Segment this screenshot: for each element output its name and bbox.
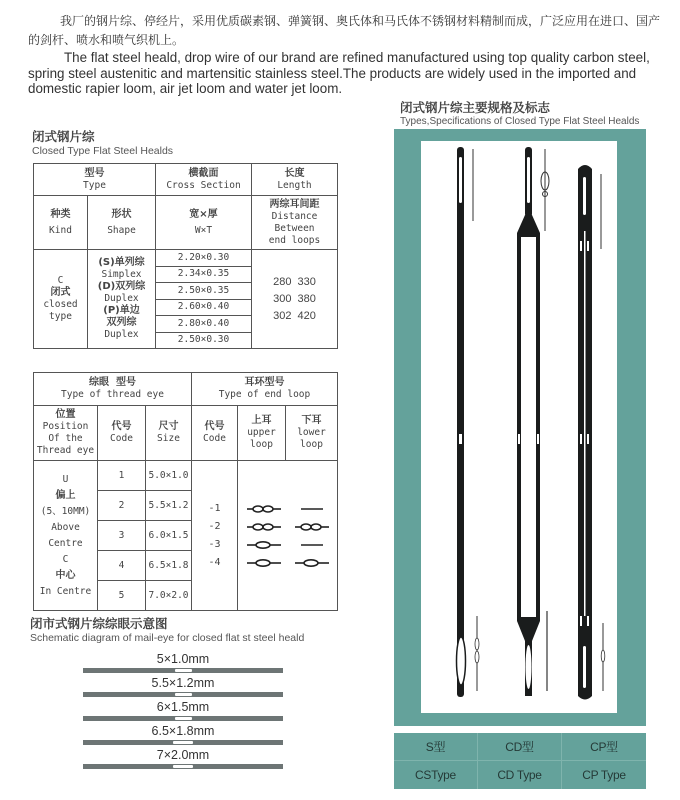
- mail-eye-slot: [175, 693, 192, 696]
- mail-eye-bar: [83, 692, 283, 697]
- mail-eye-label: 6×1.5mm: [156, 700, 210, 714]
- header-thread-eye: [34, 373, 192, 406]
- mail-eye-label: 6.5×1.8mm: [151, 724, 215, 738]
- section-cell: 2.34×0.35: [156, 266, 252, 283]
- specs-title-cn: 闭式钢片综主要规格及标志: [400, 100, 551, 115]
- code-cell: 3: [98, 521, 146, 551]
- mail-eye-diagram: [83, 652, 283, 772]
- position-line: 中心: [55, 569, 76, 581]
- header-position: [34, 406, 98, 461]
- loop-code: -3: [208, 538, 221, 550]
- upper-loop-icon: [247, 522, 281, 532]
- shape-cell: [88, 250, 156, 349]
- header-position-en: Thread eye: [36, 445, 95, 456]
- upper-loop-icon: [247, 558, 281, 568]
- lower-loop-icon: [295, 522, 329, 532]
- loop-row: [247, 539, 329, 551]
- cd-type-heald-icon: [517, 147, 549, 696]
- mail-eye-bar: [83, 740, 283, 745]
- mail-eye-slot: [175, 669, 192, 672]
- size-cell: 6.5×1.8: [146, 551, 192, 581]
- size-cell: 5.5×1.2: [146, 491, 192, 521]
- header-length-cn: 长度: [284, 167, 305, 179]
- section-cell: 2.50×0.30: [156, 332, 252, 349]
- header-distance: [252, 196, 338, 250]
- legend-cd-type-cn: CD型: [478, 733, 562, 761]
- header-distance-en2: Between: [274, 222, 315, 234]
- header-type: [34, 164, 156, 196]
- header-position-en: Position: [42, 421, 89, 432]
- header-thread-eye-en: Type of thread eye: [61, 389, 164, 400]
- heald-drawings: [421, 141, 617, 713]
- header-code: [98, 406, 146, 461]
- header-end-loop: [192, 373, 338, 406]
- loop-code: -1: [208, 502, 221, 514]
- specs-heading: [400, 98, 639, 127]
- mail-eye-slot: [173, 765, 193, 768]
- shape-line: (P)单边: [103, 305, 140, 316]
- size-cell: 5.0×1.0: [146, 461, 192, 491]
- header-shape-cn: 形状: [111, 208, 132, 220]
- header-code-en: Code: [110, 433, 133, 444]
- table-row: [34, 250, 338, 267]
- header-shape-en: Shape: [107, 224, 136, 236]
- legend-s-type-en: CSType: [394, 761, 478, 789]
- table-header-row: [34, 373, 338, 406]
- loop-code: -4: [208, 556, 221, 568]
- upper-loop-icon: [247, 540, 281, 550]
- code-cell: 2: [98, 491, 146, 521]
- header-length: [252, 164, 338, 196]
- header-lower-cn: 下耳: [301, 415, 322, 426]
- schematic-heading: [30, 614, 304, 644]
- header-upper-en: upper: [247, 427, 276, 438]
- header-lower-loop: [286, 406, 338, 461]
- kind-line: type: [49, 311, 72, 322]
- header-position-en: Of the: [48, 433, 83, 444]
- length-cell: [252, 250, 338, 349]
- loop-row: [247, 503, 329, 515]
- position-cell: [34, 461, 98, 611]
- intro-chinese: 我厂的钢片综、停经片，采用优质碳素钢、弹簧钢、奥氏体和马氏体不锈钢材料精制而成，广泛应用在进口、国产的剑杆、喷水和喷气织机上。: [28, 14, 661, 47]
- loop-row: [247, 521, 329, 533]
- intro-english: The flat steel heald, drop wire of our brand are refined manufactured using top quality carbon steel, spring steel austenitic and martensitic stainless steel.The products are widely used in the imported and domestic rapier loom, air jet loom and water jet loom.: [28, 50, 650, 96]
- schematic-title-en: Schematic diagram of mail-eye for closed flat st steel heald: [30, 632, 305, 644]
- closed-type-title-cn: 闭式钢片综: [32, 129, 95, 144]
- legend-cp-type-en: CP Type: [582, 768, 626, 782]
- specs-title-en: Types,Specifications of Closed Type Flat Steel Healds: [400, 116, 640, 127]
- length-line: 280 330: [273, 275, 316, 288]
- kind-line: C: [57, 275, 64, 286]
- s-type-heald-icon: [457, 147, 480, 697]
- header-length-en: Length: [277, 179, 312, 191]
- header-type-en: Type: [83, 179, 106, 191]
- header-code-cn: 代号: [111, 421, 132, 432]
- eye-loop-table: [33, 372, 338, 611]
- loop-code-cell: [192, 461, 238, 611]
- closed-type-title-en: Closed Type Flat Steel Healds: [32, 145, 174, 157]
- header-upper-cn: 上耳: [251, 415, 272, 426]
- mail-eye-bar: [83, 668, 283, 673]
- mail-eye-slot: [175, 717, 192, 720]
- mail-eye-label: 7×2.0mm: [156, 748, 210, 762]
- lower-loop-icon: [295, 504, 329, 514]
- table-subheader-row: [34, 196, 338, 250]
- header-wt-en: W×T: [194, 224, 213, 236]
- header-end-loop-en: Type of end loop: [218, 389, 311, 400]
- upper-loop-icon: [247, 504, 281, 514]
- mail-eye-slot: [173, 741, 193, 744]
- mail-eye-bar: [83, 716, 283, 721]
- header-lower-en: loop: [300, 439, 323, 450]
- table-subheader-row: [34, 406, 338, 461]
- shape-line: Duplex: [104, 293, 139, 304]
- size-cell: 6.0×1.5: [146, 521, 192, 551]
- header-size-en: Size: [157, 433, 180, 444]
- header-distance-cn: 两综耳间距: [269, 198, 320, 210]
- lower-loop-icon: [295, 540, 329, 550]
- closed-type-heading: [32, 127, 173, 157]
- position-line: Above: [51, 521, 80, 533]
- legend-cp-type-cn: CP型: [562, 733, 646, 761]
- table-header-row: [34, 164, 338, 196]
- header-code2: [192, 406, 238, 461]
- header-size: [146, 406, 192, 461]
- header-kind: [34, 196, 88, 250]
- header-thread-eye-cn: 综眼 型号: [89, 377, 136, 388]
- mail-eye-label: 5×1.0mm: [156, 652, 210, 666]
- closed-type-table: [33, 163, 338, 349]
- code-cell: 4: [98, 551, 146, 581]
- code-cell: 1: [98, 461, 146, 491]
- section-cell: 2.80×0.40: [156, 316, 252, 333]
- legend-cd-type-en: CD Type: [478, 761, 562, 789]
- position-line: (5、10MM): [40, 505, 91, 517]
- position-line: Centre: [48, 537, 83, 549]
- header-distance-en1: Distance: [271, 210, 318, 222]
- header-upper-loop: [238, 406, 286, 461]
- header-upper-en: loop: [250, 439, 273, 450]
- mail-eye-label: 5.5×1.2mm: [151, 676, 215, 690]
- header-distance-en3: end loops: [268, 234, 321, 246]
- size-cell: 7.0×2.0: [146, 581, 192, 611]
- header-cross-section: [156, 164, 252, 196]
- header-code2-cn: 代号: [204, 421, 225, 432]
- header-code2-en: Code: [203, 433, 226, 444]
- position-line: U: [62, 473, 69, 485]
- section-cell: 2.60×0.40: [156, 299, 252, 316]
- loop-row: [247, 557, 329, 569]
- kind-cell: [34, 250, 88, 349]
- header-wt: [156, 196, 252, 250]
- header-cross-en: Cross Section: [166, 179, 241, 191]
- loop-code: -2: [208, 520, 221, 532]
- length-line: 300 380: [273, 292, 316, 305]
- position-line: In Centre: [39, 585, 92, 597]
- table-row: [34, 461, 338, 491]
- legend-s-type-cn: S型: [394, 733, 478, 761]
- schematic-title-cn: 闭市式钢片综综眼示意图: [30, 616, 168, 631]
- type-legend: [394, 733, 646, 789]
- loop-icons-cell: [238, 461, 338, 611]
- kind-line: 闭式: [50, 287, 71, 298]
- header-size-cn: 尺寸: [158, 421, 179, 432]
- header-type-cn: 型号: [84, 167, 105, 179]
- heald-illustration-panel: [394, 129, 646, 726]
- shape-line: Simplex: [101, 269, 142, 280]
- heald-illustration: [421, 141, 617, 713]
- position-line: 偏上: [55, 489, 76, 501]
- header-position-cn: 位置: [55, 409, 76, 420]
- header-wt-cn: 宽×厚: [189, 208, 218, 220]
- shape-line: 双列综: [106, 317, 137, 328]
- cp-type-heald-icon: [578, 165, 605, 700]
- kind-line: closed: [43, 299, 78, 310]
- section-cell: 2.20×0.30: [156, 250, 252, 267]
- position-line: C: [62, 553, 69, 565]
- section-cell: 2.50×0.35: [156, 283, 252, 300]
- length-line: 302 420: [273, 309, 316, 322]
- mail-eye-bar: [83, 764, 283, 769]
- header-kind-en: Kind: [49, 224, 72, 236]
- header-shape: [88, 196, 156, 250]
- header-cross-cn: 横截面: [188, 167, 219, 179]
- shape-line: (S)单列综: [98, 257, 145, 268]
- shape-line: Duplex: [104, 329, 139, 340]
- header-lower-en: lower: [297, 427, 326, 438]
- code-cell: 5: [98, 581, 146, 611]
- shape-line: (D)双列综: [97, 281, 146, 292]
- lower-loop-icon: [295, 558, 329, 568]
- header-kind-cn: 种类: [50, 208, 71, 220]
- header-end-loop-cn: 耳环型号: [244, 377, 285, 388]
